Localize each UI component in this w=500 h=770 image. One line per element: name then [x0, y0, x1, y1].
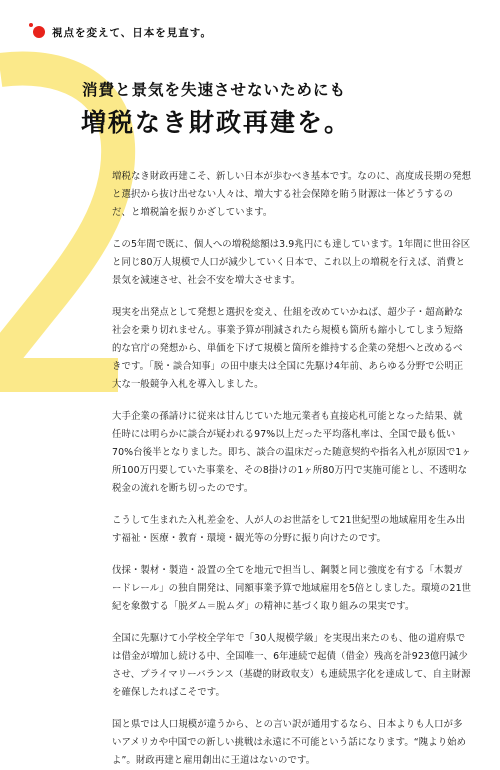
- paragraph: 伐採・製材・製造・設置の全てを地元で担当し、鋼製と同じ強度を有する「木製ガードレール」の独自開発は、同額事業予算で地域雇用を5倍としました。環境の21世紀を象徴する「脱ダム＝脱ムダ」の精神に基づく取り組みの果実です。: [112, 565, 472, 612]
- paragraph: 現実を出発点として発想と選択を変え、仕組を改めていかねば、超少子・超高齢な社会を乗り切れません。事業予算が削減されたら規模も箇所も縮小してしまう短絡的な官庁の発想から、単価を下げて規模と箇所を維持する企業の発想へと改めるべきです。「脱・談合知事」の田中康夫は全国に先駆け4年前、あらゆる分野で公明正大な一般競争入札を導入しました。: [112, 307, 464, 390]
- paragraph: 国と県では人口規模が違うから、との言い訳が通用するなら、日本よりも人口が多いアメリカや中国での新しい挑戦は永遠に不可能という話になります。“隗より始めよ”。財政再建と雇用創出に王道はないのです。: [112, 719, 467, 766]
- paragraph: 全国に先駆けて小学校全学年で「30人規模学級」を実現出来たのも、他の道府県では借金が増加し続ける中、全国唯一、6年連続で起債（借金）残高を計923億円減少させ、プライマリーバランス（基礎的財政収支）も連続黒字化を達成して、自主財源を確保したればこそです。: [112, 633, 471, 698]
- paragraph: 大手企業の孫請けに従来は甘んじていた地元業者も直接応札可能となった結果、就任時には明らかに談合が疑われる97%以上だった平均落札率は、全国で最も低い70%台後半となりました。即ち、談合の温床だった随意契約や指名入札が原因で1ヶ所100万円要していた事業を、その8掛けの1ヶ所80万円で実施可能とし、不透明な税金の流れを断ち切ったのです。: [112, 411, 471, 494]
- paragraph: 増税なき財政再建こそ、新しい日本が歩むべき基本です。なのに、高度成長期の発想と選択から抜け出せない人々は、増大する社会保障を賄う財源は一体どうするのだ、と増税論を振りかざしています。: [112, 171, 472, 218]
- numeral-two-base: [0, 358, 118, 392]
- header-accent-dot: [33, 26, 45, 38]
- body-text: [112, 168, 472, 770]
- paragraph: この5年間で既に、個人への増税総額は3.9兆円にも達しています。1年間に世田谷区と同じ80万人規模で人口が減少していく日本で、これ以上の増税を行えば、消費と景気を減速させ、社会不安を増大させます。: [112, 239, 471, 286]
- paragraph: こうして生まれた入札差金を、人が人のお世話をして21世紀型の地域雇用を生み出す福祉・医療・教育・環境・観光等の分野に振り向けたのです。: [112, 515, 466, 544]
- header-accent-dot-small: [29, 23, 33, 27]
- heading-subtitle: 消費と景気を失速させないためにも: [82, 81, 347, 99]
- header-tagline: 視点を変えて、日本を見直す。: [52, 27, 212, 39]
- heading-title: 増税なき財政再建を。: [81, 108, 352, 137]
